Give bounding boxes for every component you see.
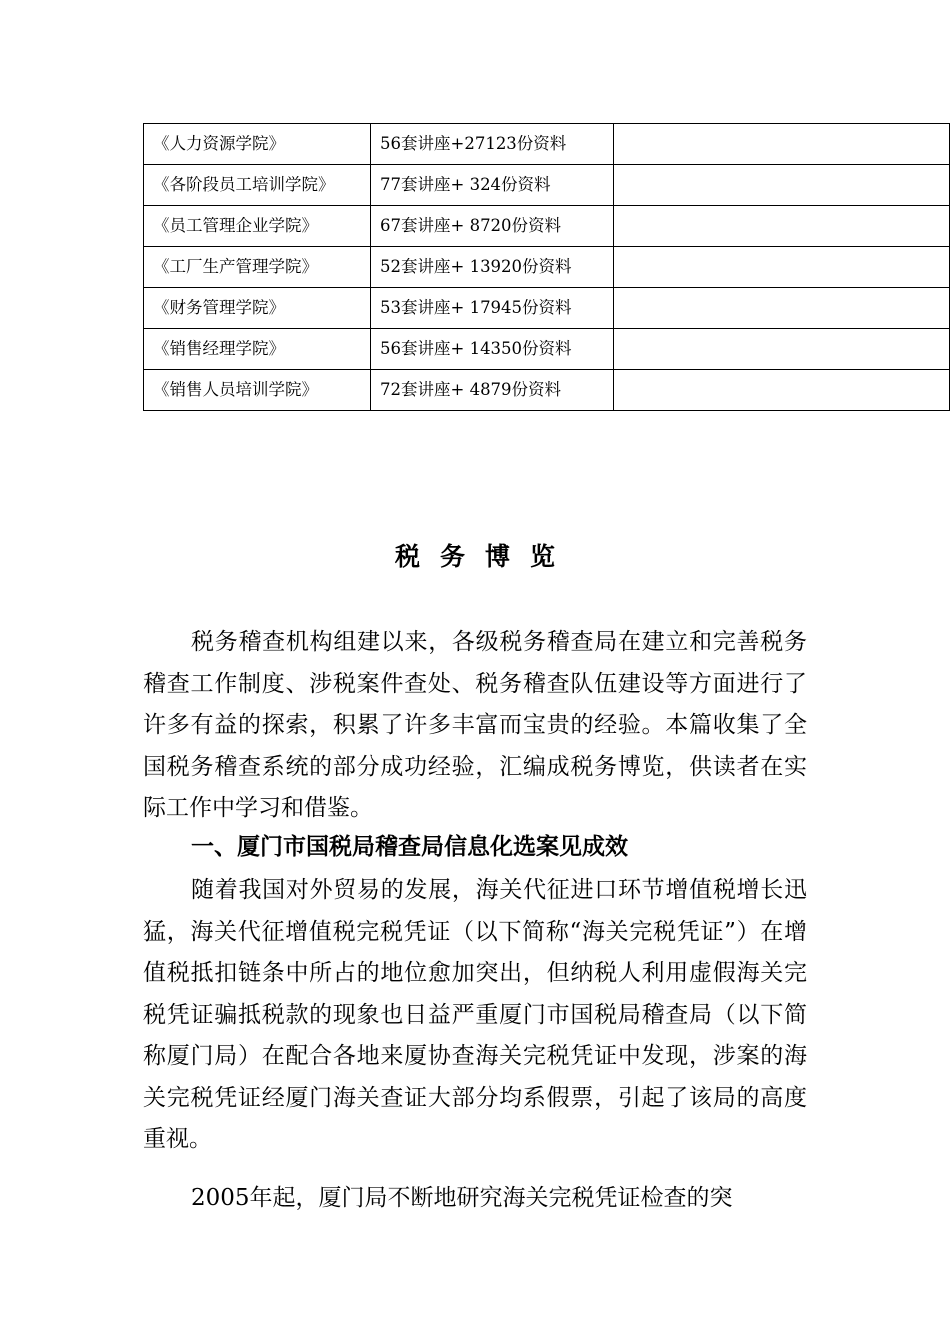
table-row: [144, 247, 950, 288]
course-name: 《销售经理学院》: [144, 329, 371, 370]
course-content: 56套讲座+ 14350份资料: [371, 329, 614, 370]
section-title: 税务博览: [394, 542, 575, 571]
course-note: [614, 165, 950, 206]
subsection-heading: 一、厦门市国税局稽查局信息化选案见成效: [191, 834, 628, 860]
table-row: [144, 370, 950, 411]
course-note: [614, 370, 950, 411]
table-row: [144, 206, 950, 247]
course-name: 《人力资源学院》: [144, 124, 371, 165]
course-content: 56套讲座+27123份资料: [371, 124, 614, 165]
course-content: 67套讲座+ 8720份资料: [371, 206, 614, 247]
course-table: [143, 123, 950, 411]
table-row: [144, 288, 950, 329]
body-paragraph: 随着我国对外贸易的发展，海关代征进口环节增值税增长迅猛，海关代征增值税完税凭证（以下简称“海关完税凭证”）在增值税抵扣链条中所占的地位愈加突出，但纳税人利用虚假海关完税凭证骗抵税款的现象也日益严重厦门市国税局稽查局（以下简称厦门局）在配合各地来厦协查海关完税凭证中发现，涉案的海关完税凭证经厦门海关查证大部分均系假票，引起了该局的高度重视。: [143, 877, 807, 1152]
table-row: [144, 165, 950, 206]
course-note: [614, 206, 950, 247]
course-content: 53套讲座+ 17945份资料: [371, 288, 614, 329]
body-paragraph: 2005年起，厦门局不断地研究海关完税凭证检查的突: [191, 1185, 733, 1211]
table-row: [144, 329, 950, 370]
course-content: 77套讲座+ 324份资料: [371, 165, 614, 206]
course-content: 52套讲座+ 13920份资料: [371, 247, 614, 288]
course-note: [614, 288, 950, 329]
course-note: [614, 124, 950, 165]
intro-paragraph: 税务稽查机构组建以来，各级税务稽查局在建立和完善税务稽查工作制度、涉税案件查处、税务稽查队伍建设等方面进行了许多有益的探索，积累了许多丰富而宝贵的经验。本篇收集了全国税务稽查系统的部分成功经验，汇编成税务博览，供读者在实际工作中学习和借鉴。: [143, 629, 807, 821]
course-note: [614, 329, 950, 370]
course-name: 《工厂生产管理学院》: [144, 247, 371, 288]
course-name: 《销售人员培训学院》: [144, 370, 371, 411]
course-note: [614, 247, 950, 288]
course-name: 《各阶段员工培训学院》: [144, 165, 371, 206]
table-row: [144, 124, 950, 165]
course-content: 72套讲座+ 4879份资料: [371, 370, 614, 411]
course-name: 《员工管理企业学院》: [144, 206, 371, 247]
course-name: 《财务管理学院》: [144, 288, 371, 329]
